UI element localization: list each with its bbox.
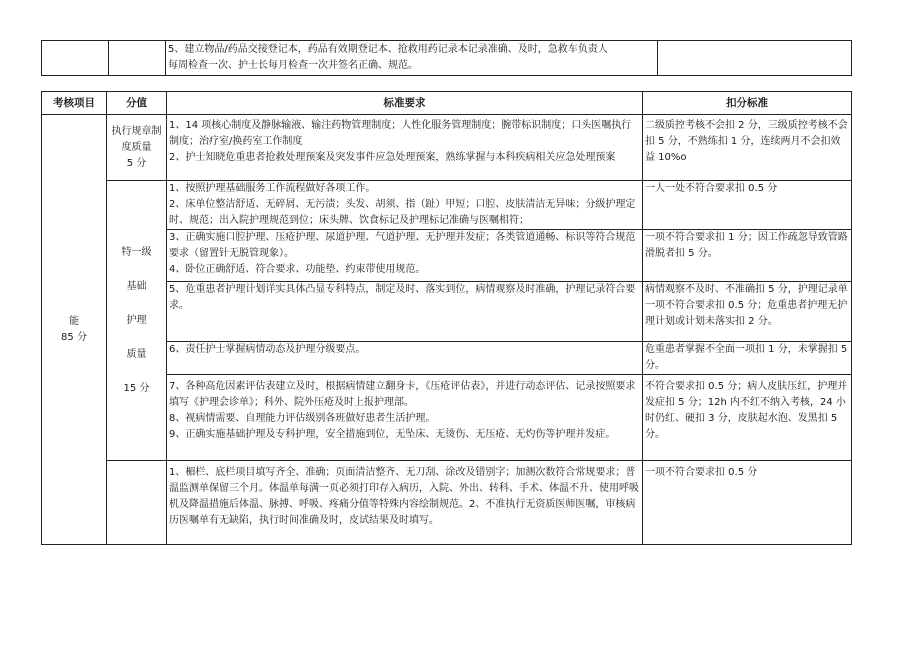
continuation-row (42, 41, 852, 76)
continuation-text (166, 41, 658, 76)
header-score: 分值 (107, 92, 167, 115)
special-label-line: 15 分 (123, 382, 150, 394)
requirement-cell (167, 230, 643, 282)
header-deduction: 扣分标准 (643, 92, 852, 115)
special-label-line: 护理 (126, 314, 147, 326)
special-label-line: 特一级 (121, 246, 152, 258)
requirement-line: 2、床单位整洁舒适、无碎屑、无污渍；头发、胡须、指（趾）甲短；口腔、皮肤清洁无异味；分级护理定时、规范；出入院护理规范到位；床头牌、饮食标记及护理标记准确与医嘱相符； (169, 199, 636, 226)
requirement-cell (167, 181, 643, 230)
requirement-line: 7、各种高危因素评估表建立及时，根据病情建立翻身卡，《压疮评估表》，并进行动态评估、记录按照要求填写《护理会诊单》；科外、院外压疮及时上报护理部。 (169, 381, 636, 408)
empty-cell (107, 461, 167, 545)
deduction-cell: 一项不符合要求扣 0.5 分 (643, 461, 852, 545)
special-label-line: 质量 (126, 348, 147, 360)
empty-cell (109, 41, 166, 76)
requirement-line: 9、正确实施基础护理及专科护理，安全措施到位，无坠床、无烫伤、无压疮、无灼伤等护理并发症。 (169, 429, 616, 440)
sub-item-label: 执行规章制度质量 (111, 125, 162, 153)
table-row (42, 115, 852, 181)
category-name: 能 (69, 315, 79, 327)
deduction-cell: 一人一处不符合要求扣 0.5 分 (643, 181, 852, 230)
deduction-cell: 病情观察不及时、不准确扣 5 分，护理记录单一项不符合要求扣 0.5 分；危重患者护理无护理计划或计划未落实扣 2 分。 (643, 282, 852, 342)
continuation-line: 每周检查一次、护士长每月检查一次并签名正确、规范。 (168, 60, 418, 71)
deduction-cell: 不符合要求扣 0.5 分；病人皮肤压红，护理并发症扣 5 分；12h 内不红不纳入考核，24 小时仍红、硬扣 3 分，皮肤起水泡、发黑扣 5 分。 (643, 375, 852, 461)
requirement-line: 8、视病情需要、自理能力评估级别各班做好患者生活护理。 (169, 413, 436, 424)
category-score: 85 分 (61, 331, 87, 343)
requirement-line: 3、正确实施口腔护理、压疮护理、尿道护理、气道护理、无护理并发症；各类管道通畅、标识等符合规范要求（留置针无脱管现象）。 (169, 232, 636, 259)
sub-item-cell (107, 115, 167, 181)
sub-item-score: 5 分 (126, 157, 147, 169)
category-cell (42, 115, 107, 545)
requirement-line: 2、护士知晓危重患者抢救处理预案及突发事件应急处理预案，熟练掌握与本科疾病相关应急处理预案 (169, 152, 616, 163)
table-row (42, 461, 852, 545)
requirement-cell: 6、责任护士掌握病情动态及护理分级要点。 (167, 342, 643, 375)
requirement-cell: 5、危重患者护理计划详实具体凸显专科特点，制定及时、落实到位，病情观察及时准确，护理记录符合要求。 (167, 282, 643, 342)
requirement-line: 4、卧位正确舒适、符合要求、功能垫、约束带使用规范。 (169, 264, 426, 275)
empty-cell (658, 41, 852, 76)
special-care-label-cell (107, 181, 167, 461)
requirement-cell: 1、楣栏、底栏项目填写齐全、准确；页面清洁整齐、无刀刮、涂改及错别字；加测次数符合常规要求；普温监测单保留三个月。体温单每满一页必须打印存入病历，入院、外出、转科、手术、体温不升、使用呼吸机及降温措施后体温、脉搏、呼吸、疼痛分值等特殊内容绘制规范。2、不准执行无资质医师医嘱，审核病历医嘱单有无缺陷，执行时间准确及时，皮试结果及时填写。 (167, 461, 643, 545)
header-standard: 标准要求 (167, 92, 643, 115)
requirement-line: 1、按照护理基础服务工作流程做好各项工作。 (169, 183, 376, 194)
table-row (42, 181, 852, 230)
header-assessment-item: 考核项目 (42, 92, 107, 115)
top-continuation-table (41, 40, 852, 76)
continuation-line: 5、建立物品/药品交接登记本，药品有效期登记本、抢救用药记录本记录准确、及时，急救车负责人 (168, 44, 608, 55)
table-header-row (42, 92, 852, 115)
deduction-cell: 二级质控考核不会扣 2 分，三级质控考核不会扣 5 分，不熟练扣 1 分，连续两月不会扣效益 10%o (643, 115, 852, 181)
requirement-cell (167, 115, 643, 181)
requirement-cell (167, 375, 643, 461)
special-label-line: 基础 (126, 280, 147, 292)
empty-cell (42, 41, 109, 76)
deduction-cell: 一项不符合要求扣 1 分；因工作疏忽导致管路滑脱者扣 5 分。 (643, 230, 852, 282)
assessment-table (41, 91, 852, 545)
deduction-cell: 危重患者掌握不全面一项扣 1 分，未掌握扣 5 分。 (643, 342, 852, 375)
requirement-line: 1、14 项核心制度及静脉输液、输注药物管理制度；人性化服务管理制度；腕带标识制度；口头医嘱执行制度；治疗室/换药室工作制度 (169, 120, 632, 147)
